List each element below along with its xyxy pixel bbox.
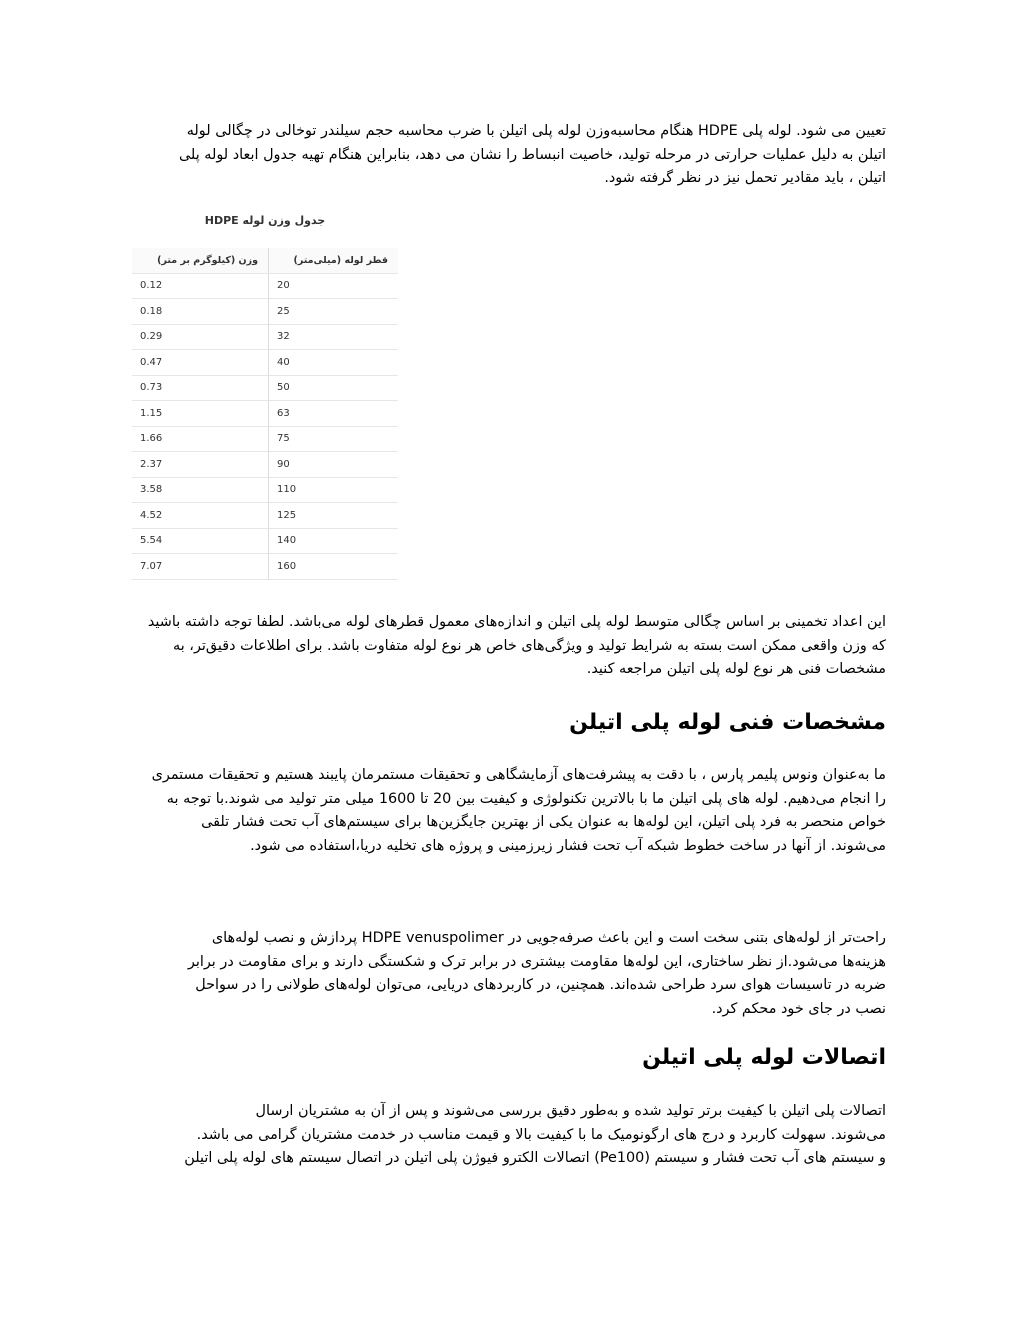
cell-diameter: 90	[269, 452, 399, 478]
pipe-weight-table-figure	[132, 210, 398, 590]
table-row	[132, 477, 398, 503]
cell-weight: 0.18	[132, 299, 269, 325]
table-row	[132, 503, 398, 529]
table-row	[132, 426, 398, 452]
table-row	[132, 452, 398, 478]
cell-diameter: 160	[269, 554, 399, 580]
table-row	[132, 401, 398, 427]
table-header-row	[132, 248, 398, 273]
text-line: اتصالات پلی اتیلن با کیفیت برتر تولید شده و به‌طور دقیق بررسی می‌شوند و پس از آن به مشتریان ارسال	[255, 1103, 886, 1119]
table-row	[132, 554, 398, 580]
text-line: هزینه‌ها می‌شود.از نظر ساختاری، این لوله‌ها مقاومت بیشتری در برابر ترک و شکستگی دارند و برای مقاومت در برابر	[187, 953, 886, 970]
cell-weight: 0.47	[132, 350, 269, 376]
text-line: می‌شوند. از آنها در ساخت خطوط شبکه آب تحت فشار زیرزمینی و پروژه های تخلیه دریا،استفاده می شود.	[250, 837, 886, 854]
cell-weight: 1.15	[132, 401, 269, 427]
text-line: نصب در جای خود محکم کرد.	[711, 1000, 886, 1017]
text-line: و سیستم های آب تحت فشار و سیستم (Pe100) اتصالات الکترو فیوژن پلی اتیلن در اتصال سیستم های لوله پلی اتیلن	[184, 1150, 886, 1166]
cell-weight: 0.12	[132, 273, 269, 299]
text-line: مشخصات فنی هر نوع لوله پلی اتیلن مراجعه کنید.	[586, 661, 886, 677]
paragraph-company-intro	[121, 764, 886, 858]
table-row	[132, 273, 398, 299]
cell-diameter: 125	[269, 503, 399, 529]
text-line: که وزن واقعی ممکن است بسته به شرایط تولید و ویژگی‌های خاص هر نوع لوله متفاوت باشد. برای اطلاعات دقیق‌تر، به	[173, 637, 886, 654]
paragraph-estimate-note	[121, 611, 886, 682]
table-row	[132, 324, 398, 350]
header-diameter: قطر لوله (میلی‌متر)	[269, 248, 399, 273]
cell-weight: 0.29	[132, 324, 269, 350]
header-weight: وزن (کیلوگرم بر متر)	[132, 248, 269, 273]
table-row	[132, 299, 398, 325]
text-line: راحت‌تر از لوله‌های بتنی سخت است و این باعث صرفه‌جویی در HDPE venuspolimer پردازش و نصب لوله‌های	[211, 930, 886, 946]
cell-weight: 7.07	[132, 554, 269, 580]
pipe-weight-table	[132, 248, 398, 580]
table-row	[132, 528, 398, 554]
cell-diameter: 32	[269, 324, 399, 350]
text-line: اتیلن ، باید مقادیر تحمل نیز در نظر گرفته شود.	[604, 170, 886, 186]
table-title: جدول وزن لوله HDPE	[204, 214, 326, 227]
text-line: خواص منحصر به فرد پلی اتیلن، این لوله‌ها به عنوان یکی از بهترین جایگزین‌ها برای سیستم‌های آب تحت فشار تلقی	[201, 814, 886, 830]
cell-diameter: 140	[269, 528, 399, 554]
text-line: ضربه در تاسیسات هوای سرد طراحی شده‌اند. همچنین، در کاربردهای دریایی، می‌توان لوله‌های طولانی را در سواحل	[195, 977, 886, 993]
cell-weight: 0.73	[132, 375, 269, 401]
cell-diameter: 25	[269, 299, 399, 325]
paragraph-installation	[121, 927, 886, 1021]
table-row	[132, 350, 398, 376]
cell-weight: 5.54	[132, 528, 269, 554]
paragraph-weight-calculation	[121, 120, 886, 191]
text-line: ما به‌عنوان ونوس پلیمر پارس ، با دقت به پیشرفت‌های آزمایشگاهی و تحقیقات مستمرمان پایبند هستیم و تحقیقات مستمری	[151, 767, 886, 783]
text-line: می‌شوند. سهولت کاربرد و درج های ارگونومیک ما با کیفیت بالا و قیمت مناسب در خدمت مشتریان گرامی می باشد.	[196, 1126, 886, 1143]
cell-diameter: 40	[269, 350, 399, 376]
text-line: را انجام می‌دهیم. لوله های پلی اتیلن ما با بالاترین تکنولوژی و کیفیت بین 20 تا 1600 میلی متر تولید می شوند.با توجه به	[166, 790, 886, 807]
text-line: تعیین می شود. لوله پلی HDPE هنگام محاسبه‌وزن لوله پلی اتیلن با ضرب محاسبه حجم سیلندر توخالی در چگالی لوله	[186, 123, 886, 139]
text-line: اتیلن به دلیل عملیات حرارتی در مرحله تولید، خاصیت انبساط را نشان می دهد، بنابراین هنگام تهیه جدول ابعاد لوله پلی	[178, 146, 886, 163]
cell-diameter: 63	[269, 401, 399, 427]
heading-technical-specs: مشخصات فنی لوله پلی اتیلن	[569, 710, 886, 735]
cell-weight: 2.37	[132, 452, 269, 478]
text-line: این اعداد تخمینی بر اساس چگالی متوسط لوله پلی اتیلن و اندازه‌های معمول قطرهای لوله می‌باشد. لطفا توجه داشته باشید	[147, 614, 886, 630]
cell-diameter: 110	[269, 477, 399, 503]
cell-weight: 4.52	[132, 503, 269, 529]
cell-diameter: 20	[269, 273, 399, 299]
heading-fittings: اتصالات لوله پلی اتیلن	[642, 1045, 886, 1070]
cell-diameter: 50	[269, 375, 399, 401]
table-row	[132, 375, 398, 401]
cell-weight: 1.66	[132, 426, 269, 452]
cell-diameter: 75	[269, 426, 399, 452]
paragraph-fittings	[121, 1100, 886, 1171]
cell-weight: 3.58	[132, 477, 269, 503]
